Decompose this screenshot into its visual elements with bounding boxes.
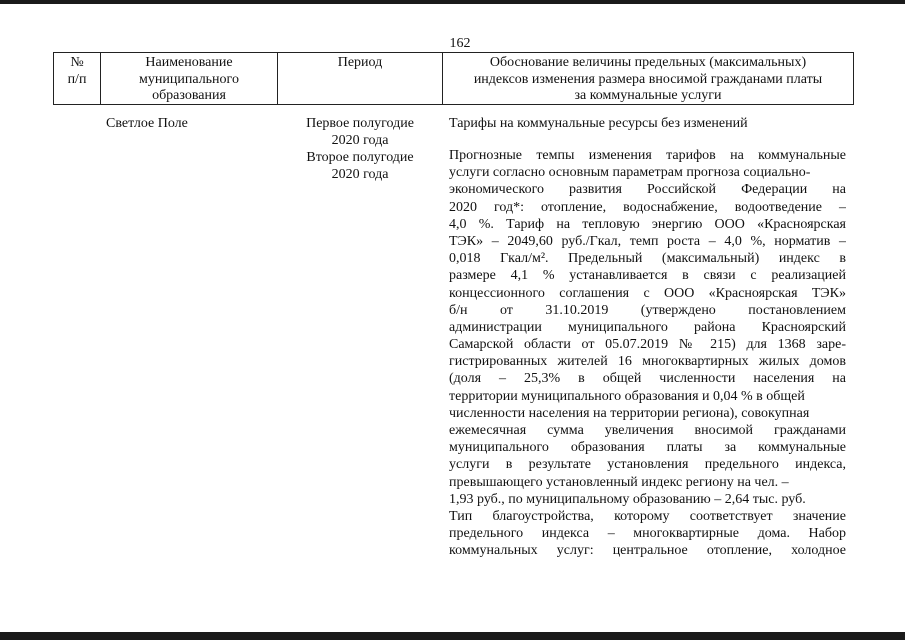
period-first-half-line: Первое полугодие [306,116,414,131]
justification-line: коммунальных услуг: центральное отопление, холодное [449,543,846,559]
header-col-municipality-line: Наименование [145,55,233,70]
justification-line: территории муниципального образования и 0,04 % в общей [449,388,805,404]
justification-line: Самарской области от 05.07.2019 № 215) для 1368 заре- [449,337,846,353]
scan-top-edge [0,0,905,4]
header-col-municipality-line: муниципального [139,71,239,87]
scan-bottom-edge [0,632,905,640]
header-col-justification-line: за коммунальные услуги [574,88,722,103]
justification-second-half [449,147,846,560]
header-col-justification-line: индексов изменения размера вносимой гражданами платы [473,71,823,87]
justification-line: Тип благоустройства, которому соответствует значение [449,508,846,524]
justification-line: предельного индекса – многоквартирные дома. Набор [449,526,846,542]
justification-first-half: Тарифы на коммунальные ресурсы без изменений [449,116,748,131]
justification-line: 0,018 Гкал/м². Предельный (максимальный) индекс в [449,251,846,267]
page-number: 162 [449,36,471,51]
header-col-municipality-line: образования [152,88,226,103]
justification-line: ежемесячная сумма увеличения вносимой гражданами [449,423,846,438]
justification-line: ТЭК» – 2049,60 руб./Гкал, темп роста – 4,0 %, норматив – [449,233,846,249]
justification-line: Прогнозные темпы изменения тарифов на коммунальные [449,148,846,163]
justification-line: 4,0 %. Тариф на тепловую энергию ООО «Красноярская [449,216,846,232]
header-col-period-line: Период [337,55,383,70]
period-second-half-line: 2020 года [331,167,389,183]
municipality-name: Светлое Поле [106,116,188,131]
period-second-half [277,149,443,183]
header-col-number-line: п/п [67,71,87,87]
period-first-half [277,115,443,149]
justification-line: экономического развития Российской Федерации на [449,182,846,198]
justification-line: муниципального образования платы за коммунальные [449,440,846,456]
header-col-municipality [100,52,278,105]
header-col-period [277,52,443,105]
header-col-justification-line: Обоснование величины предельных (максимальных) [489,55,807,70]
justification-line: (доля – 25,3% в общей численности населения на [449,371,846,387]
justification-line: гистрированных жителей 16 многоквартирных жилых домов [449,354,846,370]
justification-line: численности населения на территории региона), совокупная [449,405,810,421]
justification-line: услуги согласно основным параметрам прогноза социально- [449,165,811,181]
justification-line: превышающего установленный индекс региону на чел. – [449,474,789,490]
header-col-justification [442,52,854,105]
justification-line: размере 4,1 % устанавливается в связи с реализацией [449,268,846,284]
period-first-half-line: 2020 года [331,133,389,149]
justification-line: концессионного соглашения с ООО «Красноярская ТЭК» [449,285,846,301]
header-col-number-line: № [70,55,84,70]
justification-line: 2020 год*: отопление, водоснабжение, водоотведение – [449,199,846,215]
justification-line: 1,93 руб., по муниципальному образованию – 2,64 тыс. руб. [449,491,806,507]
justification-line: услуги в результате установления предельного индекса, [449,457,846,473]
justification-line: б/н от 31.10.2019 (утверждено постановлением [449,302,846,318]
header-col-number [53,52,101,105]
period-second-half-line: Второе полугодие [306,150,414,165]
justification-line: администрации муниципального района Красноярский [449,319,846,335]
